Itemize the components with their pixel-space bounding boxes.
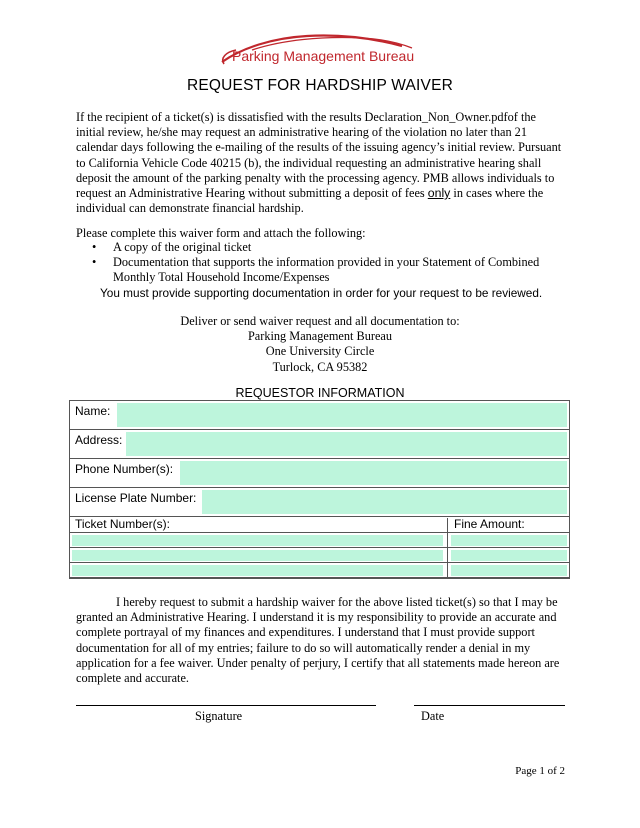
fine-amount-label: Fine Amount: [454, 517, 525, 531]
license-plate-field[interactable] [202, 490, 567, 514]
date-line[interactable] [414, 705, 565, 706]
plate-row [70, 488, 569, 517]
address-line: Turlock, CA 95382 [272, 359, 368, 374]
phone-field[interactable] [180, 461, 567, 485]
name-label: Name: [75, 404, 111, 418]
page-number: Page 1 of 2 [515, 765, 565, 777]
page-title: REQUEST FOR HARDSHIP WAIVER [186, 77, 454, 94]
requestor-form [69, 400, 570, 579]
list-item: • A copy of the original ticket [92, 240, 562, 255]
address-field[interactable] [126, 432, 567, 456]
ticket-row [70, 563, 569, 578]
name-field[interactable] [117, 403, 567, 427]
address-row [70, 430, 569, 459]
fine-amount-field[interactable] [451, 550, 567, 561]
ticket-number-label: Ticket Number(s): [75, 517, 170, 531]
documentation-note: You must provide supporting documentation in order for your request to be reviewed. [100, 286, 543, 300]
intro-emphasis: only [427, 186, 451, 201]
ticket-number-field[interactable] [72, 550, 443, 561]
ticket-header-row [70, 517, 569, 533]
section-title: REQUESTOR INFORMATION [235, 386, 405, 400]
intro-text-end: in cases where the individual can demonstrate financial hardship. [76, 186, 544, 216]
name-row [70, 401, 569, 430]
signature-line[interactable] [76, 705, 376, 706]
phone-row [70, 459, 569, 488]
list-item: • Documentation that supports the information provided in your Statement of Combined Monthly Total Household Income/Expenses [92, 255, 562, 285]
intro-text: If the recipient of a ticket(s) is dissatisfied with the results Declaration_Non_Owner.pdfof the initial review, he/she may request an administrative hearing of the violation no later than 21 calendar days following the e-mailing of the results of the issuing agency’s initial review. Pursuant to California Vehicle Code 40215 (b), the individual requesting an administrative hearing shall deposit the amount of the parking penalty with the processing agency. PMB allows individuals to request an Administrative Hearing without submitting a deposit of fees [76, 110, 562, 201]
logo-text: Parking Management Bureau [232, 48, 415, 64]
address-line: One University Circle [265, 344, 375, 359]
mailing-address [0, 314, 640, 375]
ticket-row [70, 533, 569, 548]
address-line: Parking Management Bureau [247, 329, 393, 344]
fine-amount-field[interactable] [451, 565, 567, 576]
declaration-text: I hereby request to submit a hardship waiver for the above listed ticket(s) so that I may be granted an Administrative Hearing. I understand it is my responsibility to provide an accurate and complete portrayal of my finances and expenditures. I understand that I must provide support documentation for all of my entries; failure to do so will automatically render a denial in my application for a fee waiver. Under penalty of perjury, I certify that all statements made hereon are complete and accurate. [76, 595, 560, 686]
signature-label: Signature [195, 709, 243, 723]
plate-label: License Plate Number: [75, 491, 197, 505]
column-divider [447, 518, 448, 578]
phone-label: Phone Number(s): [75, 462, 174, 476]
address-label: Address: [75, 433, 123, 447]
delivery-lead: Deliver or send waiver request and all documentation to: [180, 314, 460, 328]
intro-paragraph [76, 110, 566, 216]
declaration-paragraph [76, 595, 568, 686]
ticket-number-field[interactable] [72, 565, 443, 576]
ticket-row [70, 548, 569, 563]
pmb-logo [212, 28, 428, 72]
attachment-list [92, 240, 562, 286]
ticket-number-field[interactable] [72, 535, 443, 546]
instructions-lead: Please complete this waiver form and attach the following: [76, 226, 366, 240]
fine-amount-field[interactable] [451, 535, 567, 546]
date-label: Date [421, 709, 445, 723]
